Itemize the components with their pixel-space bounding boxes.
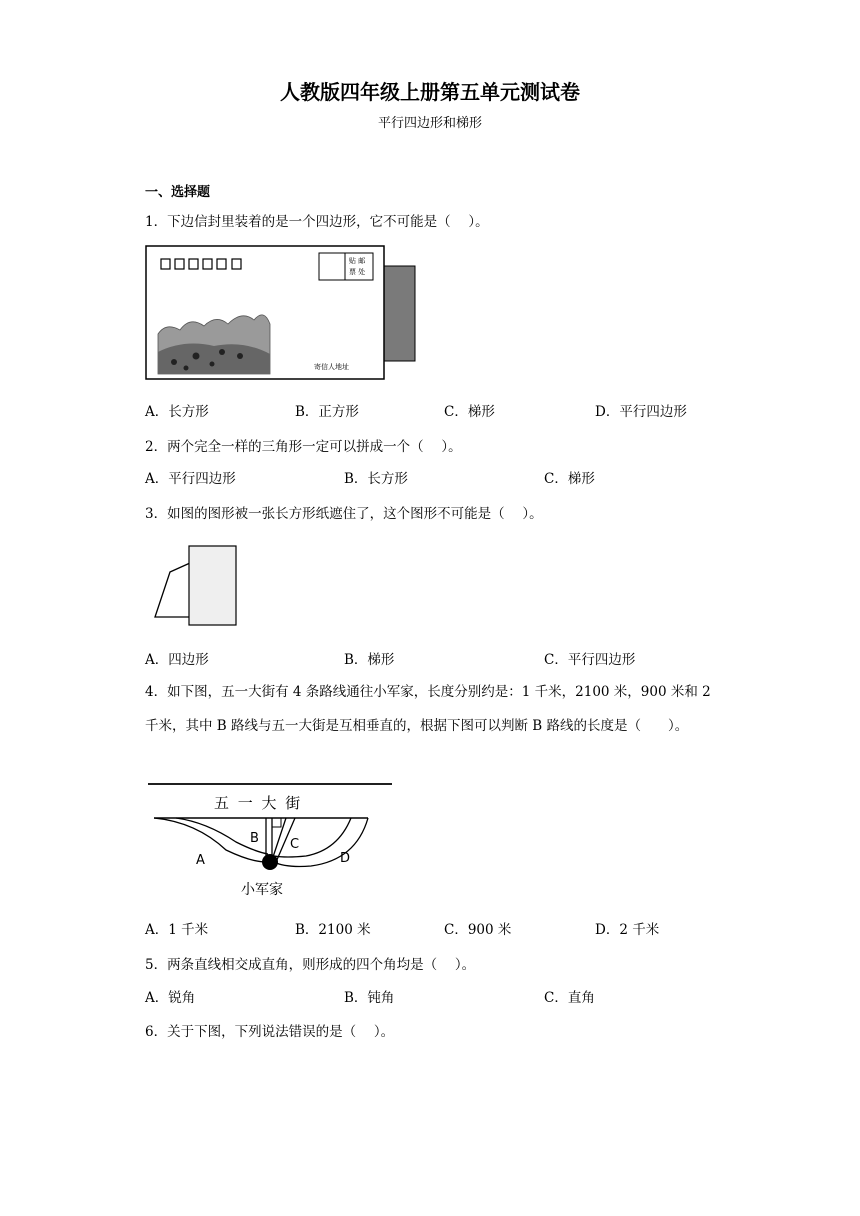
- route-label-a: A: [196, 853, 205, 868]
- page-title: 人教版四年级上册第五单元测试卷: [280, 80, 580, 104]
- q2-option-c[interactable]: C．梯形: [544, 471, 595, 487]
- covered-shape-figure: [148, 542, 243, 628]
- route-d-outer: [274, 818, 368, 867]
- q2-option-a[interactable]: A．平行四边形: [145, 471, 236, 487]
- q4-option-b[interactable]: B．2100 米: [295, 922, 371, 938]
- section-heading: 一、选择题: [145, 185, 211, 200]
- q4-option-a[interactable]: A．1 千米: [145, 922, 209, 938]
- question-4-stem: 4．如下图，五一大街有 4 条路线通往小军家，长度分别约是：1 千米，2100 米，900 米和 2 千米，其中 B 路线与五一大街是互相垂直的，根据下图可以判断 B 路线的长度是（ ）。: [145, 684, 711, 734]
- q4-option-c[interactable]: C．900 米: [444, 922, 512, 938]
- q1-option-a[interactable]: A．长方形: [145, 404, 209, 420]
- page-subtitle: 平行四边形和梯形: [377, 116, 482, 131]
- stamp-label-1: 贴 邮: [349, 257, 366, 265]
- home-dot: [262, 854, 278, 870]
- question-5-stem: 5．两条直线相交成直角，则形成的四个角均是（ ）。: [145, 957, 476, 973]
- question-1-stem: 1．下边信封里装着的是一个四边形，它不可能是（ ）。: [145, 214, 489, 230]
- covering-paper: [189, 546, 236, 625]
- q3-option-c[interactable]: C．平行四边形: [544, 652, 636, 668]
- landscape-ground: [158, 344, 270, 374]
- q3-option-b[interactable]: B．梯形: [344, 652, 395, 668]
- question-3-stem: 3．如图的图形被一张长方形纸遮住了，这个图形不可能是（ ）。: [145, 506, 543, 522]
- q5-option-a[interactable]: A．锐角: [145, 990, 196, 1006]
- q4-option-d[interactable]: D．2 千米: [595, 922, 660, 938]
- route-label-c: C: [290, 837, 300, 852]
- street-name-label: 五 一 大 街: [214, 794, 303, 812]
- q3-option-a[interactable]: A．四边形: [145, 652, 209, 668]
- q5-option-c[interactable]: C．直角: [544, 990, 595, 1006]
- home-label: 小军家: [241, 882, 283, 898]
- q1-option-b[interactable]: B．正方形: [295, 404, 359, 420]
- q1-option-c[interactable]: C．梯形: [444, 404, 495, 420]
- q1-option-d[interactable]: D．平行四边形: [595, 404, 687, 420]
- partial-quadrilateral: [155, 563, 190, 617]
- stamp-label-2: 票 处: [349, 268, 366, 276]
- question-2-stem: 2．两个完全一样的三角形一定可以拼成一个（ ）。: [145, 439, 462, 455]
- q2-option-b[interactable]: B．长方形: [344, 471, 408, 487]
- question-6-stem: 6．关于下图，下列说法错误的是（ ）。: [145, 1024, 395, 1040]
- route-label-d: D: [340, 851, 351, 866]
- card-inside-envelope: [383, 266, 415, 361]
- q5-option-b[interactable]: B．钝角: [344, 990, 395, 1006]
- envelope-figure: [144, 244, 419, 382]
- right-angle-mark: [272, 818, 281, 827]
- sender-address-label: 寄信人地址: [314, 363, 349, 371]
- street-routes-figure: [146, 780, 396, 902]
- route-label-b: B: [250, 831, 259, 846]
